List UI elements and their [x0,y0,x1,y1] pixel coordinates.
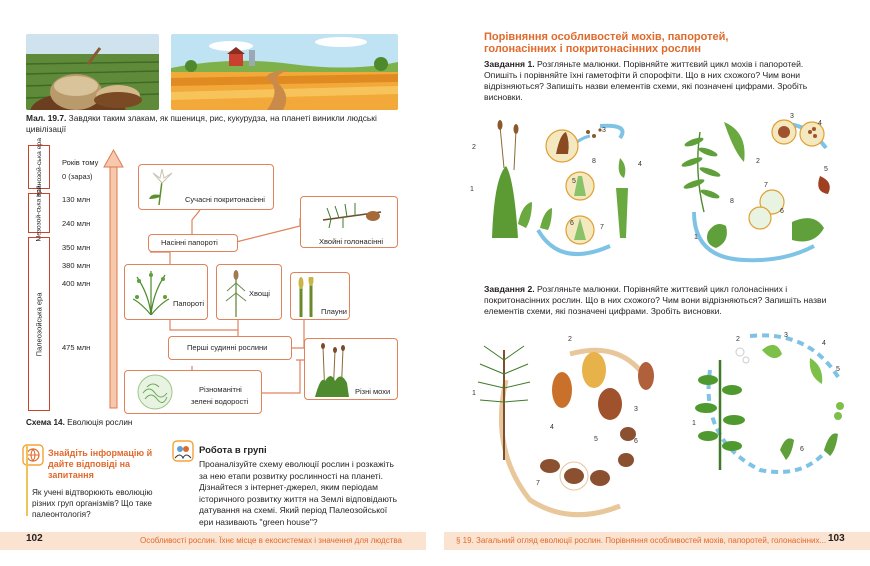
tick-380: 380 млн [62,261,91,270]
fern-icon [131,269,171,315]
pine-label-1: 1 [472,390,476,397]
pine-label-6: 6 [634,438,638,445]
node-algae: Різноманітні зелені водорості [124,370,262,414]
node-angiosperms: Сучасні покритонасінні [138,164,274,210]
fern-label-4: 4 [818,120,822,127]
fern-label-8: 8 [730,198,734,205]
node-ferns: Папороті [124,264,208,320]
scheme-caption: Схема 14. Еволюція рослин [26,418,133,427]
tick-130: 130 млн [62,195,91,204]
pine-label-5: 5 [594,436,598,443]
tick-0: 0 (зараз) [62,172,93,181]
gymnosperm-life-cycle-diagram [470,330,670,526]
bean-label-3: 3 [784,332,788,339]
era-mesozoic: Мезозой-ська ера [28,193,50,233]
moss-life-cycle-diagram [470,118,650,268]
page-title: Порівняння особливостей мохів, папоротей, голонасінних і покритонасінних рослин [484,31,729,55]
info-title: Знайдіть інформацію й дайте відповіді на запитання [48,448,153,480]
moss-label-6: 6 [570,220,574,227]
node-mosses: Різні мохи [304,338,398,400]
bean-label-2: 2 [736,336,740,343]
years-header: Років тому [62,158,99,167]
tick-350: 350 млн [62,243,91,252]
tick-400: 400 млн [62,279,91,288]
bean-label-1: 1 [692,420,696,427]
fern-label-1: 1 [694,234,698,241]
right-page-number: 103 [828,533,845,544]
fern-life-cycle-diagram [664,112,844,272]
pine-label-4: 4 [550,424,554,431]
bean-label-5: 5 [836,366,840,373]
moss-label-8: 8 [592,158,596,165]
task-2: Завдання 2. Розгляньте малюнки. Порівняйте життєвий цикл голонасінних і покритонасінних рослин. Що в них схожого? Чим вони відрізняються? Запишіть назви елементів схеми, які позначені цифрами. Зробіть висновки. [484,284,827,316]
group-body: Проаналізуйте схему еволюції рослин і розкажіть за нею етапи розвитку рослинності на планеті. Дізнайтеся з інтернет-джерел, яким періодам історичного розвитку життя на Землі відповідають датування на схемі. Який період Палеозойської ери називають "green house"? [199,459,398,527]
moss-label-4: 4 [638,161,642,168]
fern-label-2: 2 [756,158,760,165]
era-paleozoic: Палеозойська ера [28,237,50,411]
fern-label-5: 5 [824,166,828,173]
node-seed-ferns: Насінні папороті [148,234,238,252]
moss-label-7: 7 [600,224,604,231]
fern-label-3: 3 [790,113,794,120]
figure-caption: Мал. 19.7. Завдяки таким злакам, як пшениця, рис, кукурудза, на планеті виникли людські цивілізації [26,113,377,134]
task-1: Завдання 1. Розгляньте малюнки. Порівняйте життєвий цикл мохів і папоротей. Опишіть і порівняйте їхні гаметофіти й спорофіти. Що в них схожого? Чим вони відрізняються? Запишіть назви елементів схеми, які позначені цифрами. Зробіть висновки. [484,59,808,102]
moss-label-3: 3 [602,127,606,134]
lily-icon [147,169,177,205]
info-body: Як учені відтворюють еволюцію різних груп організмів? Що таке палеонтологія? [32,488,153,519]
moss-icon [313,341,351,397]
node-first-vascular: Перші судинні рослини [168,336,292,360]
node-horsetails: Хвощі [216,264,282,320]
pine-label-2: 2 [568,336,572,343]
angiosperm-life-cycle-diagram [690,330,850,480]
clubmoss-icon [295,277,319,317]
tick-475: 475 млн [62,343,91,352]
info-divider [26,444,28,516]
pine-label-7: 7 [536,480,540,487]
tick-240: 240 млн [62,219,91,228]
bean-label-6: 6 [800,446,804,453]
left-footer-text: Особливості рослин. Їхнє місце в екосистемах і значення для людства [140,536,402,545]
era-cenozoic: Кайнозой-ська ера [28,145,50,189]
node-conifers: Хвойні голонасінні [300,196,398,248]
moss-label-1: 1 [470,186,474,193]
fern-label-6: 6 [780,208,784,215]
algae-icon [129,373,181,411]
group-title: Робота в групі [199,445,267,456]
fern-label-7: 7 [764,182,768,189]
pine-label-3: 3 [634,406,638,413]
right-footer-text: § 19. Загальний огляд еволюції рослин. Порівняння особливостей мохів, папоротей, голонасінних... [456,536,827,545]
moss-label-2: 2 [472,144,476,151]
moss-label-5: 5 [572,178,576,185]
horsetail-icon [223,269,249,317]
bean-label-4: 4 [822,340,826,347]
group-icon [172,440,194,462]
left-page-number: 102 [26,533,43,544]
node-clubmosses: Плауни [290,272,350,320]
conifer-branch-icon [321,200,385,230]
